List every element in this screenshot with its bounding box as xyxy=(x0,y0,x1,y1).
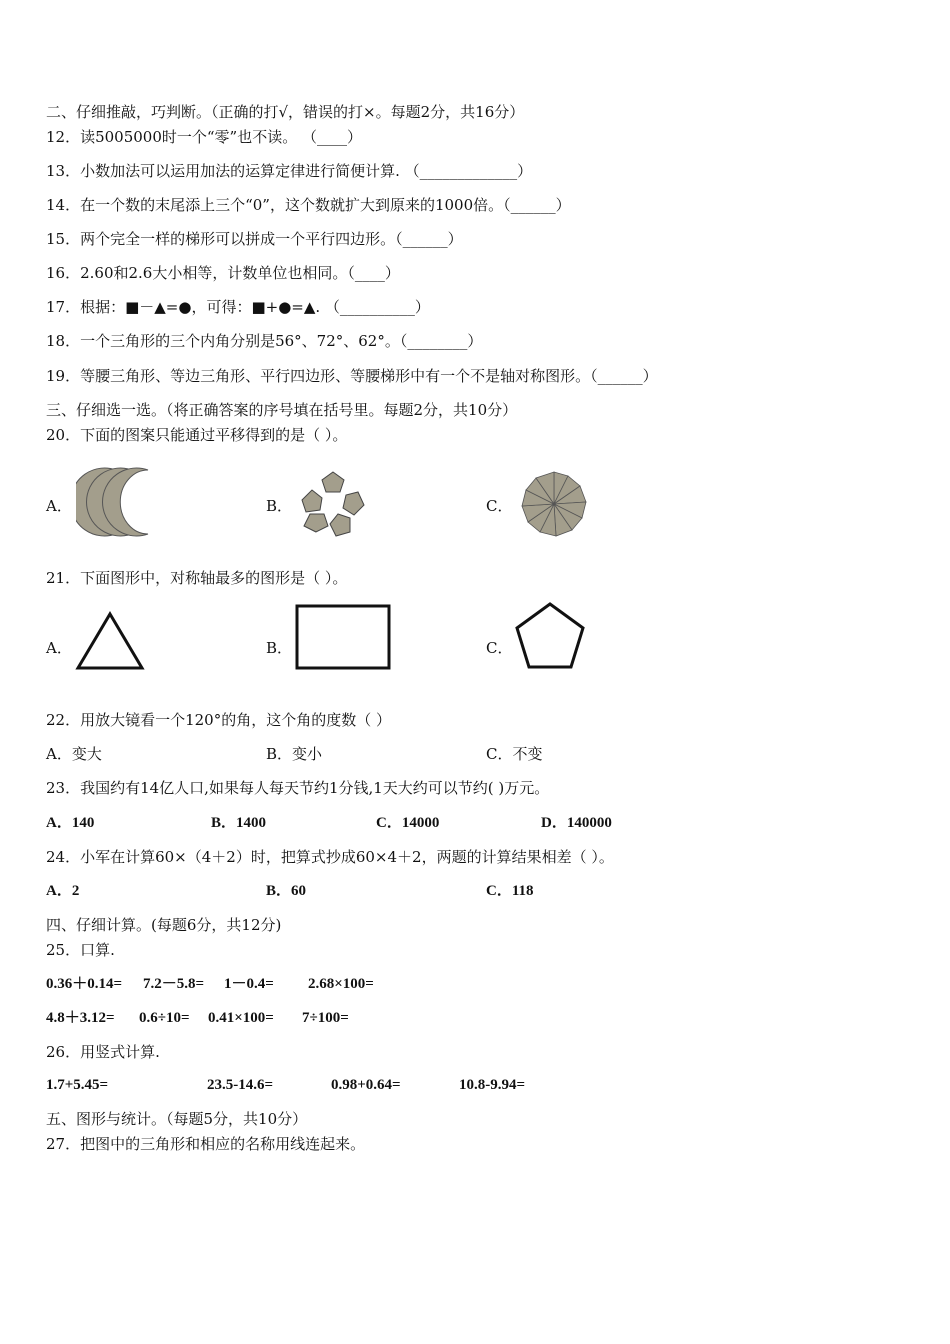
question-23: 23．我国约有14亿人口,如果每人每天节约1分钱,1天大约可以节约( )万元。 xyxy=(46,779,550,797)
q25-row1-item: 0.36＋0.14= xyxy=(46,976,123,992)
question-25: 25．口算. xyxy=(46,941,115,959)
question-26: 26．用竖式计算. xyxy=(46,1043,160,1061)
q25-row2-item: 4.8＋3.12= xyxy=(46,1010,115,1026)
question-27: 27．把图中的三角形和相应的名称用线连起来。 xyxy=(46,1135,366,1153)
q24-option-b: B．60 xyxy=(266,883,307,899)
question-21: 21．下面图形中，对称轴最多的图形是（ ）。 xyxy=(46,569,348,587)
question-19: 19．等腰三角形、等边三角形、平行四边形、等腰梯形中有一个不是轴对称图形。（______） xyxy=(46,367,658,385)
section4-heading: 四、仔细计算。(每题6分，共12分) xyxy=(46,916,282,934)
q25-row2-item: 0.41×100= xyxy=(208,1010,274,1026)
q26-item: 0.98+0.64= xyxy=(331,1077,401,1093)
q25-row2-item: 0.6÷10= xyxy=(139,1010,190,1026)
question-22: 22．用放大镜看一个120°的角，这个角的度数（ ） xyxy=(46,711,391,729)
question-12: 12．读5005000时一个“零”也不读。 （____） xyxy=(46,128,362,146)
crescent-pattern-icon xyxy=(76,466,156,538)
q23-option-d: D．140000 xyxy=(541,815,612,831)
q22-option-b: B．变小 xyxy=(266,745,323,763)
triangle-icon xyxy=(74,610,146,672)
q25-row1-item: 2.68×100= xyxy=(308,976,374,992)
question-14: 14．在一个数的末尾添上三个“0”，这个数就扩大到原来的1000倍。（______） xyxy=(46,196,571,214)
q23-option-b: B．1400 xyxy=(211,815,267,831)
question-24: 24．小军在计算60×（4＋2）时，把算式抄成60×4＋2，两题的计算结果相差（ ）。 xyxy=(46,848,614,866)
q21-option-c-label: C． xyxy=(486,639,513,657)
question-16: 16．2.60和2.6大小相等，计数单位也相同。（____） xyxy=(46,264,400,282)
q21-option-a-label: A． xyxy=(46,639,72,657)
q20-option-a-label: A． xyxy=(46,497,72,515)
section2-heading: 二、仔细推敲，巧判断。（正确的打√，错误的打×。每题2分，共16分） xyxy=(46,103,525,121)
question-18: 18．一个三角形的三个内角分别是56°、72°、62°。（________） xyxy=(46,332,483,350)
q21-option-b-label: B． xyxy=(266,639,293,657)
rectangle-icon xyxy=(294,603,392,671)
q26-item: 1.7+5.45= xyxy=(46,1077,109,1093)
question-13: 13．小数加法可以运用加法的运算定律进行简便计算. （_____________） xyxy=(46,162,533,180)
q20-option-b-label: B． xyxy=(266,497,293,515)
q26-item: 23.5-14.6= xyxy=(207,1077,274,1093)
q24-option-c: C．118 xyxy=(486,883,534,899)
q22-option-c: C．不变 xyxy=(486,745,543,763)
question-20: 20．下面的图案只能通过平移得到的是（ ）。 xyxy=(46,426,348,444)
pinwheel-icon xyxy=(518,468,590,540)
section3-heading: 三、仔细选一选。（将正确答案的序号填在括号里。每题2分，共10分） xyxy=(46,401,518,419)
q25-row2-item: 7÷100= xyxy=(302,1010,349,1026)
q24-option-a: A．2 xyxy=(46,883,80,899)
q25-row1-item: 1－0.4= xyxy=(224,976,274,992)
q25-row1-item: 7.2－5.8= xyxy=(143,976,205,992)
q23-option-a: A．140 xyxy=(46,815,95,831)
question-17: 17．根据：■－▲=●，可得：■+●=▲. （__________） xyxy=(46,298,430,316)
question-15: 15．两个完全一样的梯形可以拼成一个平行四边形。（______） xyxy=(46,230,463,248)
q20-option-c-label: C． xyxy=(486,497,513,515)
pentagon-ring-icon xyxy=(298,470,368,540)
q26-item: 10.8-9.94= xyxy=(459,1077,526,1093)
q23-option-c: C．14000 xyxy=(376,815,440,831)
section5-heading: 五、图形与统计。（每题5分，共10分） xyxy=(46,1110,308,1128)
pentagon-icon xyxy=(513,601,587,671)
q22-option-a: A．变大 xyxy=(46,745,102,763)
